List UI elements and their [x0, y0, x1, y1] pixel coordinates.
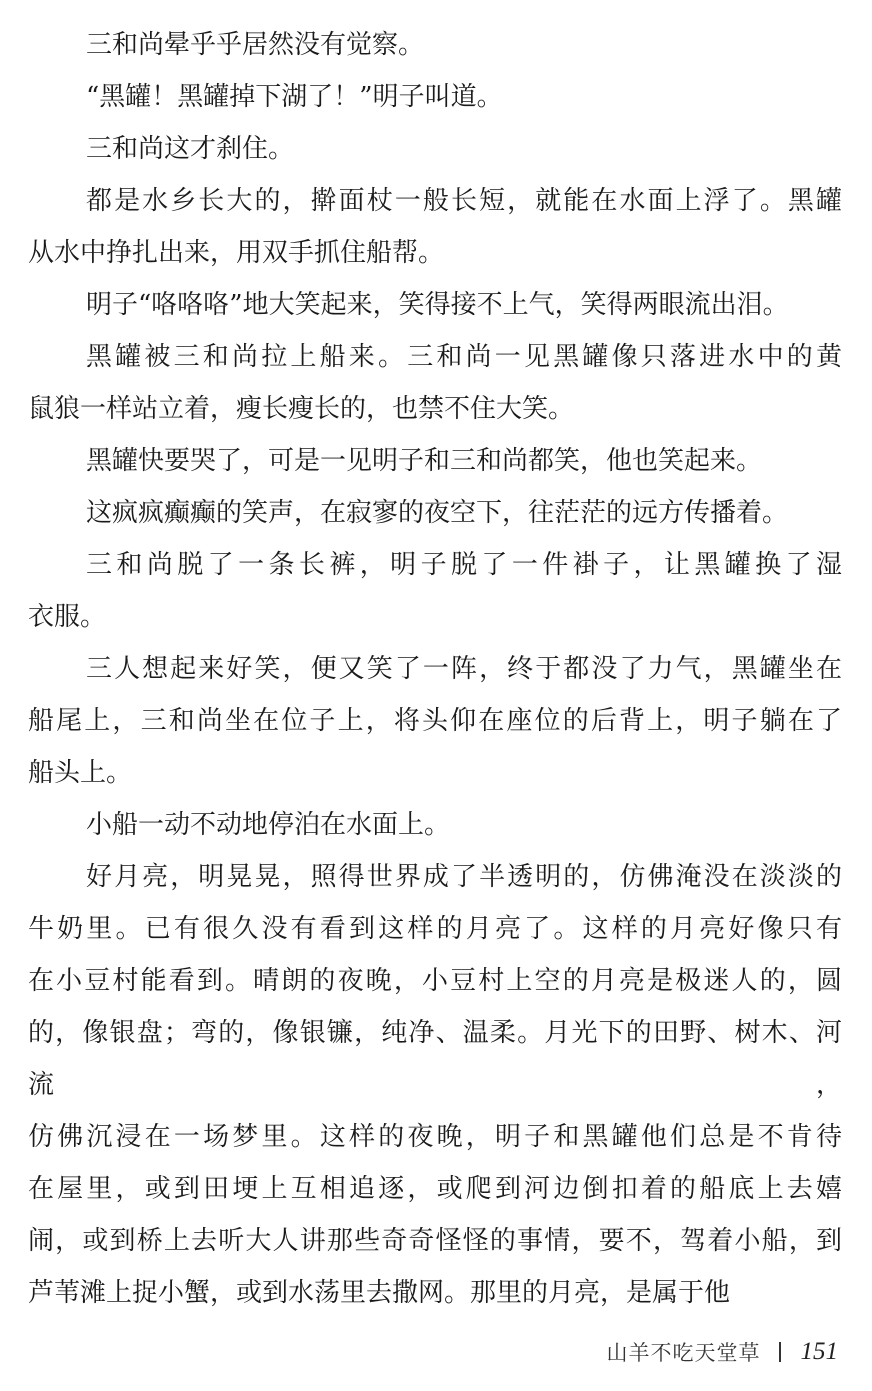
body-text [28, 19, 842, 1319]
text-line: 三和尚这才刹住。 [86, 134, 295, 164]
text-line: 这疯疯癫癫的笑声，在寂寥的夜空下，往茫茫的远方传播着。 [86, 498, 789, 528]
footer-divider [779, 1342, 781, 1362]
text-line: 船尾上，三和尚坐在位子上，将头仰在座位的后背上，明子躺在了 [28, 706, 842, 736]
paragraph [28, 71, 842, 123]
text-line: 都是水乡长大的，擀面杖一般长短，就能在水面上浮了。黑罐 [86, 186, 842, 216]
paragraph [28, 487, 842, 539]
paragraph [28, 19, 842, 71]
text-line: 芦苇滩上捉小蟹，或到水荡里去撒网。那里的月亮，是属于他 [28, 1278, 731, 1308]
text-line: “黑罐！黑罐掉下湖了！”明子叫道。 [86, 82, 503, 112]
text-line: 小船一动不动地停泊在水面上。 [86, 810, 451, 840]
page-number: 151 [800, 1338, 838, 1365]
text-line: 在屋里，或到田埂上互相追逐，或爬到河边倒扣着的船底上去嬉 [28, 1174, 842, 1204]
paragraph [28, 539, 842, 643]
paragraph [28, 175, 842, 279]
text-line: 三和尚脱了一条长裤，明子脱了一件褂子，让黑罐换了湿 [86, 550, 842, 580]
paragraph [28, 331, 842, 435]
text-line: 三人想起来好笑，便又笑了一阵，终于都没了力气，黑罐坐在 [86, 654, 842, 684]
text-line: 好月亮，明晃晃，照得世界成了半透明的，仿佛淹没在淡淡的 [86, 862, 842, 892]
paragraph [28, 123, 842, 175]
text-line: 闹，或到桥上去听大人讲那些奇奇怪怪的事情，要不，驾着小船，到 [28, 1226, 842, 1256]
paragraph [28, 279, 842, 331]
paragraph [28, 799, 842, 851]
paragraph [28, 851, 842, 1319]
page-footer [607, 1332, 839, 1372]
text-line: 在小豆村能看到。晴朗的夜晚，小豆村上空的月亮是极迷人的，圆 [28, 966, 842, 996]
text-line: 衣服。 [28, 602, 107, 632]
text-line: 黑罐被三和尚拉上船来。三和尚一见黑罐像只落进水中的黄 [86, 342, 842, 372]
text-line: 从水中挣扎出来，用双手抓住船帮。 [28, 238, 445, 268]
text-line: 的，像银盘；弯的，像银镰，纯净、温柔。月光下的田野、树木、河流， [28, 1018, 842, 1100]
text-line: 黑罐快要哭了，可是一见明子和三和尚都笑，他也笑起来。 [86, 446, 763, 476]
paragraph [28, 643, 842, 799]
paragraph [28, 435, 842, 487]
text-line: 仿佛沉浸在一场梦里。这样的夜晚，明子和黑罐他们总是不肯待 [28, 1122, 842, 1152]
text-line: 鼠狼一样站立着，瘦长瘦长的，也禁不住大笑。 [28, 394, 575, 424]
text-line: 船头上。 [28, 758, 133, 788]
text-line: 明子“咯咯咯”地大笑起来，笑得接不上气，笑得两眼流出泪。 [86, 290, 789, 320]
running-title: 山羊不吃天堂草 [606, 1341, 761, 1365]
text-line: 牛奶里。已有很久没有看到这样的月亮了。这样的月亮好像只有 [28, 914, 842, 944]
text-line: 三和尚晕乎乎居然没有觉察。 [86, 30, 425, 60]
